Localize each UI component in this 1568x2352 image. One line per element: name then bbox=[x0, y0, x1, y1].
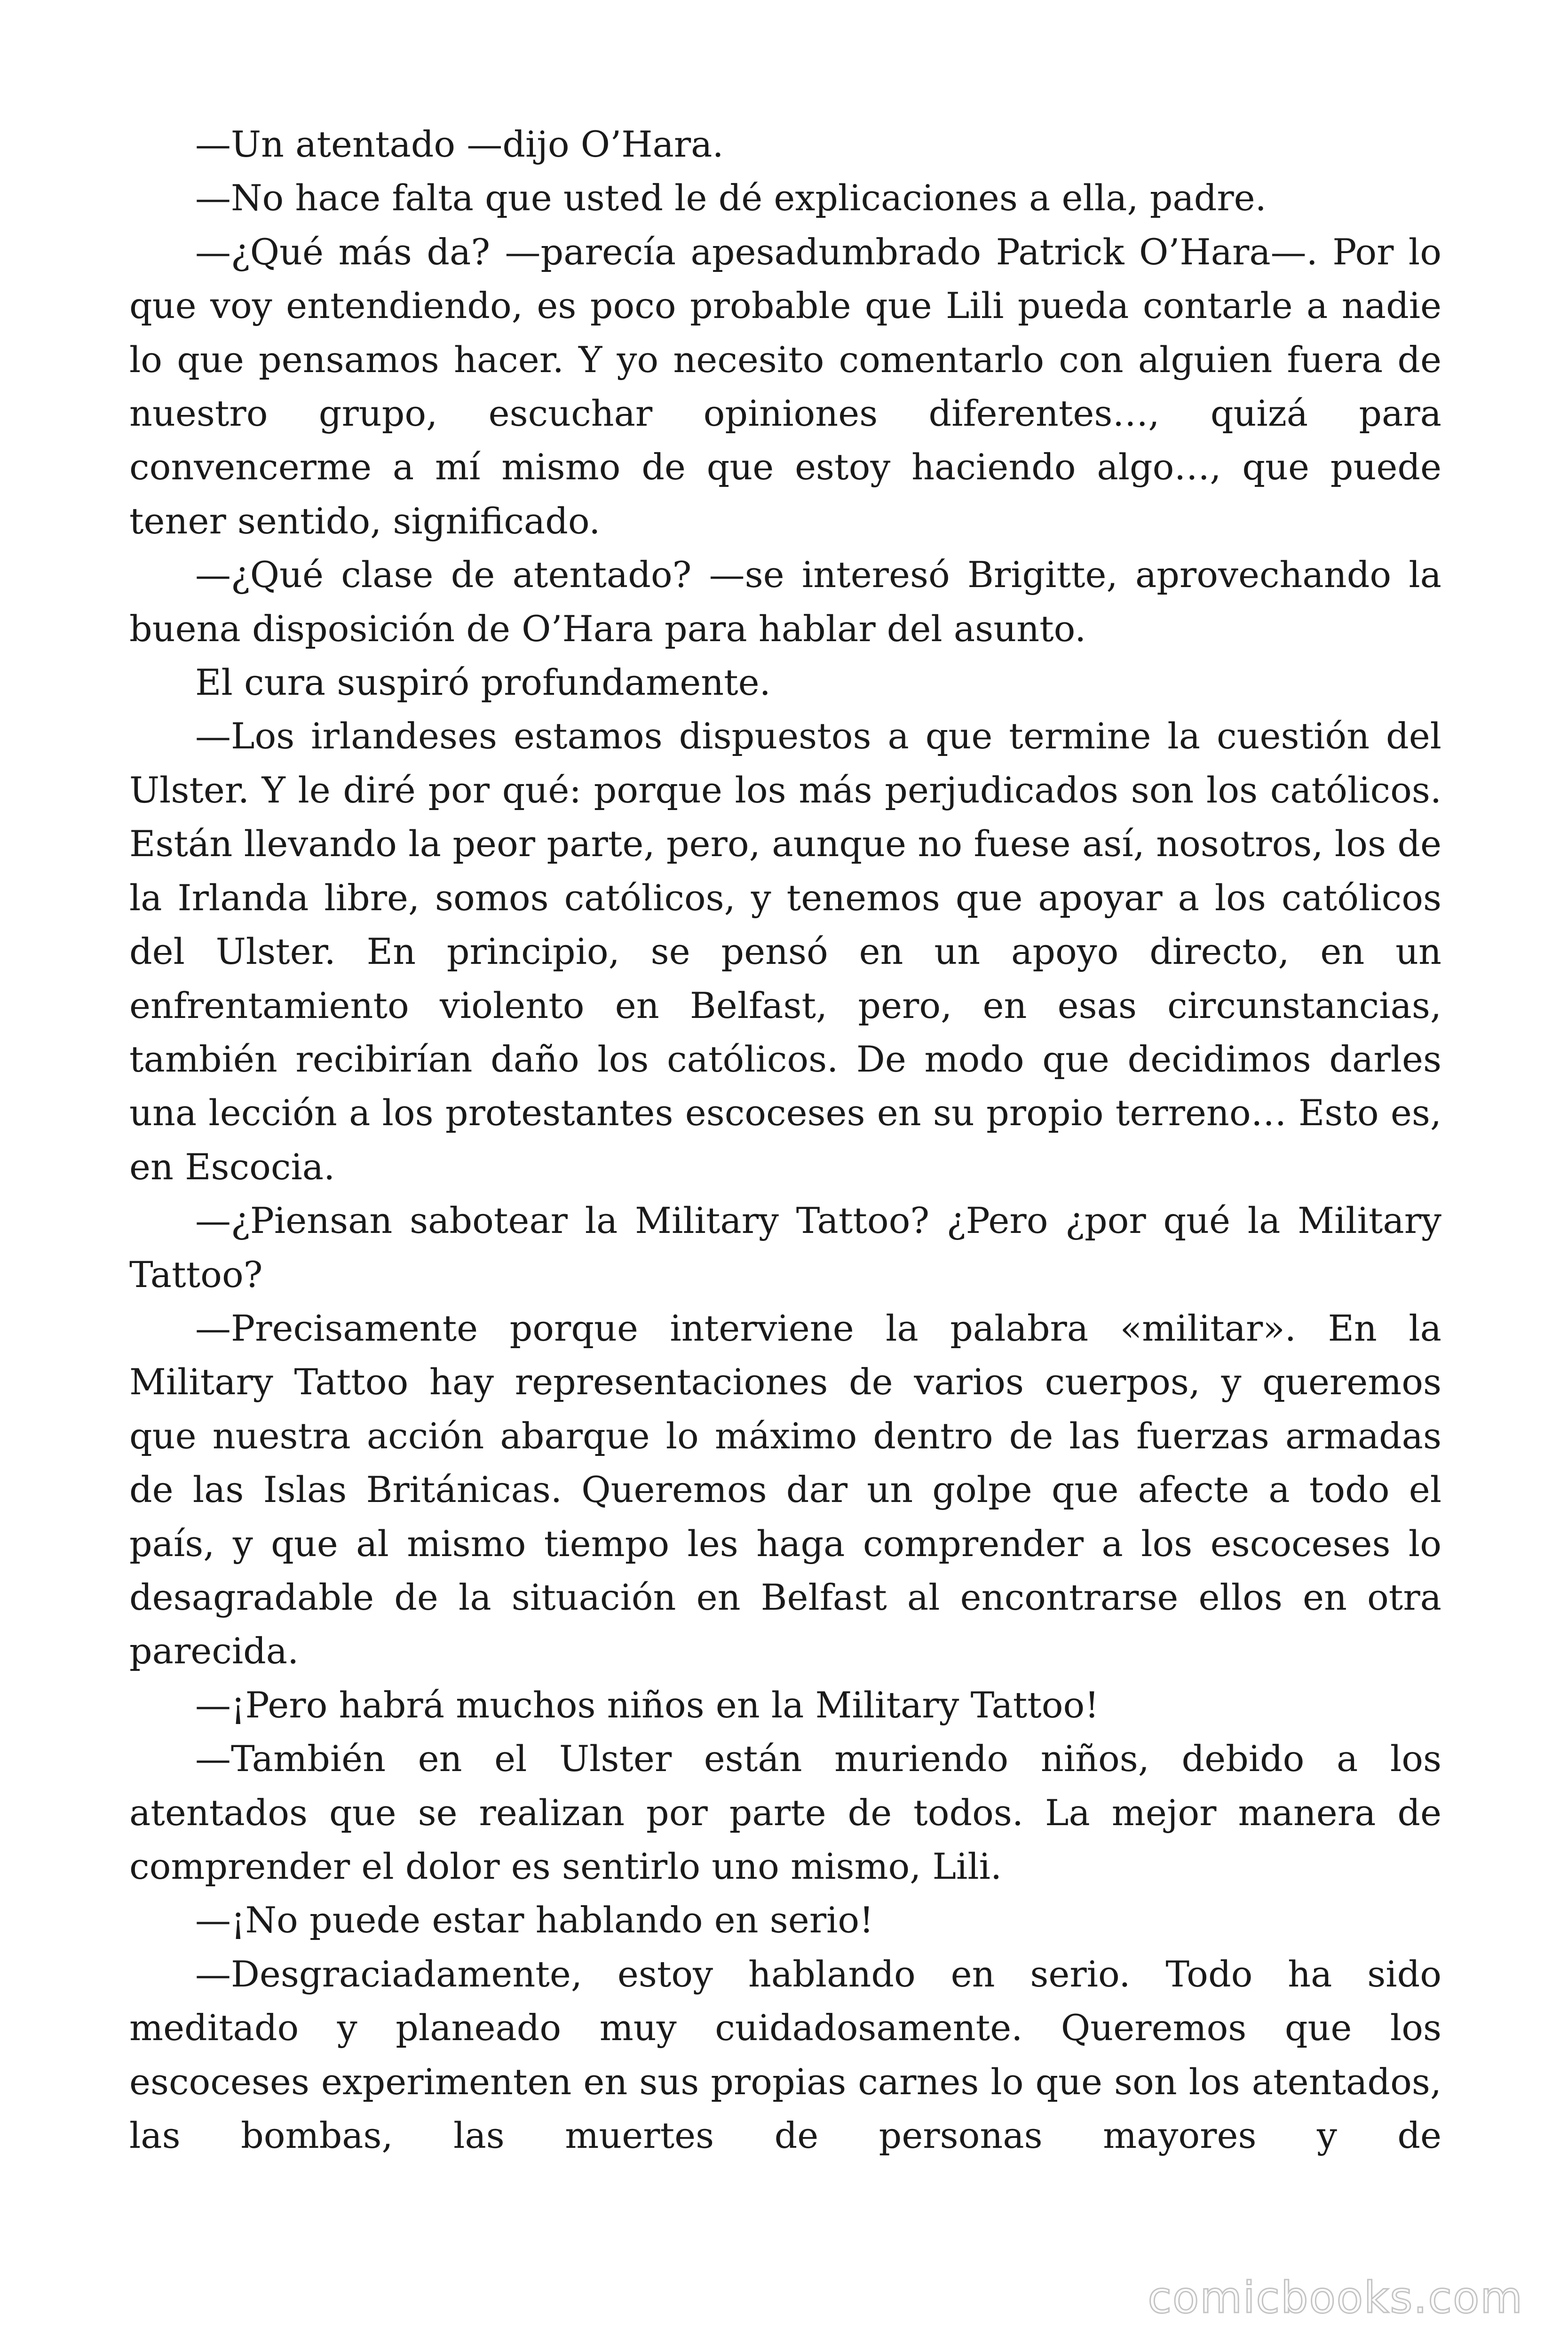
paragraph: —Un atentado —dijo O’Hara. bbox=[195, 123, 724, 165]
paragraph: —¡No puede estar hablando en serio! bbox=[195, 1899, 874, 1941]
paragraph: —Precisamente porque interviene la palabra «militar». En la Military Tattoo hay representaciones de varios cuerpos, y queremos que nuestra acción abarque lo máximo dentro de las fuerzas armadas de las Islas Británicas. Queremos dar un golpe que afecte a todo el país, y que al mismo tiempo les haga comprender a los escoceses lo desagradable de la situación en Belfast al encontrarse ellos en otra parecida. bbox=[129, 1307, 1441, 1672]
watermark: comicbooks.com bbox=[1148, 2273, 1523, 2323]
paragraph: —¡Pero habrá muchos niños en la Military Tattoo! bbox=[195, 1684, 1099, 1726]
paragraph: —¿Piensan sabotear la Military Tattoo? ¿Pero ¿por qué la Military Tattoo? bbox=[129, 1200, 1441, 1295]
paragraph: —Los irlandeses estamos dispuestos a que termine la cuestión del Ulster. Y le diré por qué: porque los más perjudicados son los católicos. Están llevando la peor parte, pero, aunque no fuese así, nosotros, los de la Irlanda libre, somos católicos, y tenemos que apoyar a los católicos del Ulster. En principio, se pensó en un apoyo directo, en un enfrentamiento violento en Belfast, pero, en esas circunstancias, también recibirían daño los católicos. De modo que decidimos darles una lección a los protestantes escoceses en su propio terreno… Esto es, en Escocia. bbox=[129, 715, 1441, 1188]
paragraph: —También en el Ulster están muriendo niños, debido a los atentados que se realizan por parte de todos. La mejor manera de comprender el dolor es sentirlo uno mismo, Lili. bbox=[129, 1738, 1441, 1887]
paragraph: —¿Qué clase de atentado? —se interesó Brigitte, aprovechando la buena disposición de O’Hara para hablar del asunto. bbox=[129, 554, 1441, 650]
paragraph: —No hace falta que usted le dé explicaciones a ella, padre. bbox=[195, 177, 1267, 219]
paragraph: —¿Qué más da? —parecía apesadumbrado Patrick O’Hara—. Por lo que voy entendiendo, es poco probable que Lili pueda contarle a nadie lo que pensamos hacer. Y yo necesito comentarlo con alguien fuera de nuestro grupo, escuchar opiniones diferentes…, quizá para convencerme a mí mismo de que estoy haciendo algo…, que puede tener sentido, significado. bbox=[129, 230, 1441, 542]
paragraph: El cura suspiró profundamente. bbox=[195, 661, 771, 704]
page-body bbox=[129, 118, 1441, 2162]
paragraph-last: —Desgraciadamente, estoy hablando en serio. Todo ha sido meditado y planeado muy cuidadosamente. Queremos que los escoceses experimenten en sus propias carnes lo que son los atentados, las bombas, las muertes de personas mayores y de bbox=[129, 1953, 1441, 2157]
